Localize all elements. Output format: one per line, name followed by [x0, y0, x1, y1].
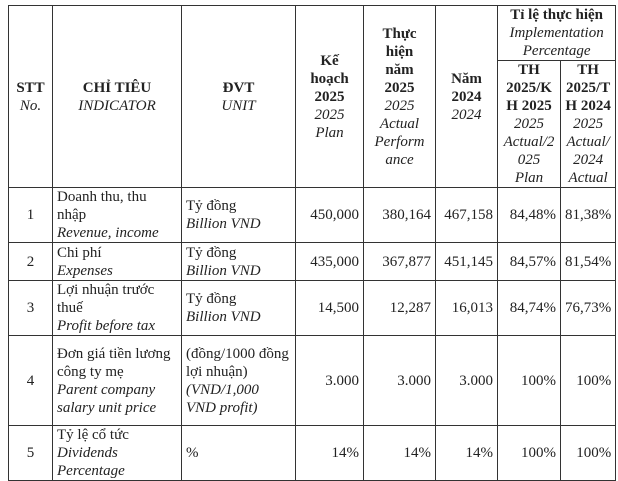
value-2024: 467,158 [436, 188, 498, 243]
indicator-vi: Tỷ lệ cổ tức [57, 427, 129, 443]
indicator-vi: Lợi nhuận trước thuế [57, 282, 155, 316]
indicator-en: Revenue, income [57, 225, 159, 241]
header-stt: STT No. [9, 6, 53, 188]
indicator-cell [53, 426, 182, 481]
header-actual: Thực hiện năm 2025 2025 Actual Perform ance [364, 6, 436, 188]
unit-cell [182, 426, 296, 481]
header-plan: Kế hoạch 2025 2025 Plan [296, 6, 364, 188]
actual-value: 380,164 [364, 188, 436, 243]
rate-plan-value: 84,48% [498, 188, 561, 243]
indicator-vi: Doanh thu, thu nhập [57, 189, 147, 223]
rate-2024-value: 100% [561, 336, 616, 426]
unit-vi: % [186, 445, 199, 461]
actual-value: 367,877 [364, 243, 436, 281]
unit-vi: Tỷ đồng [186, 244, 237, 261]
plan-value: 3.000 [296, 336, 364, 426]
indicator-cell [53, 281, 182, 336]
header-rate-plan: TH 2025/K H 2025 2025 Actual/2 025 Plan [498, 61, 561, 188]
indicator-cell [53, 188, 182, 243]
results-table [8, 5, 616, 481]
row-number: 5 [9, 426, 53, 481]
plan-value: 14% [296, 426, 364, 481]
plan-value: 14,500 [296, 281, 364, 336]
table-row [9, 243, 616, 281]
header-2024: Năm 2024 2024 [436, 6, 498, 188]
unit-cell [182, 281, 296, 336]
table-row [9, 426, 616, 481]
value-2024: 16,013 [436, 281, 498, 336]
rate-2024-value: 76,73% [561, 281, 616, 336]
indicator-vi: Đơn giá tiền lương công ty mẹ [57, 345, 171, 380]
rate-plan-value: 100% [498, 426, 561, 481]
rate-plan-value: 100% [498, 336, 561, 426]
plan-value: 450,000 [296, 188, 364, 243]
rate-2024-value: 100% [561, 426, 616, 481]
rate-plan-value: 84,74% [498, 281, 561, 336]
row-number: 3 [9, 281, 53, 336]
indicator-cell [53, 336, 182, 426]
rate-plan-value: 84,57% [498, 243, 561, 281]
indicator-en: Profit before tax [57, 318, 156, 334]
unit-en: Billion VND [186, 216, 261, 232]
unit-en: (VND/1,000 VND profit) [186, 381, 259, 416]
rate-2024-value: 81,54% [561, 243, 616, 281]
unit-vi: Tỷ đồng [186, 291, 237, 307]
indicator-cell [53, 243, 182, 281]
unit-vi: (đồng/1000 đồng lợi nhuận) [186, 345, 289, 380]
value-2024: 14% [436, 426, 498, 481]
indicator-vi: Chi phí [57, 244, 102, 261]
table-row [9, 336, 616, 426]
row-number: 1 [9, 188, 53, 243]
rate-2024-value: 81,38% [561, 188, 616, 243]
unit-cell [182, 336, 296, 426]
unit-vi: Tỷ đồng [186, 198, 237, 214]
indicator-en: Parent company salary unit price [57, 381, 157, 416]
unit-cell [182, 243, 296, 281]
header-rate-2024: TH 2025/T H 2024 2025 Actual/ 2024 Actual [561, 61, 616, 188]
value-2024: 3.000 [436, 336, 498, 426]
table-row [9, 281, 616, 336]
header-indicator: CHỈ TIÊU INDICATOR [53, 6, 182, 188]
header-rate: Tỉ lệ thực hiện Implementation Percentage [498, 6, 616, 61]
unit-en: Billion VND [186, 262, 261, 279]
row-number: 2 [9, 243, 53, 281]
unit-en: Billion VND [186, 309, 261, 325]
value-2024: 451,145 [436, 243, 498, 281]
actual-value: 3.000 [364, 336, 436, 426]
header-unit: ĐVT UNIT [182, 6, 296, 188]
indicator-en: Dividends Percentage [57, 445, 125, 479]
row-number: 4 [9, 336, 53, 426]
table-row [9, 188, 616, 243]
actual-value: 12,287 [364, 281, 436, 336]
actual-value: 14% [364, 426, 436, 481]
unit-cell [182, 188, 296, 243]
plan-value: 435,000 [296, 243, 364, 281]
indicator-en: Expenses [57, 262, 113, 279]
